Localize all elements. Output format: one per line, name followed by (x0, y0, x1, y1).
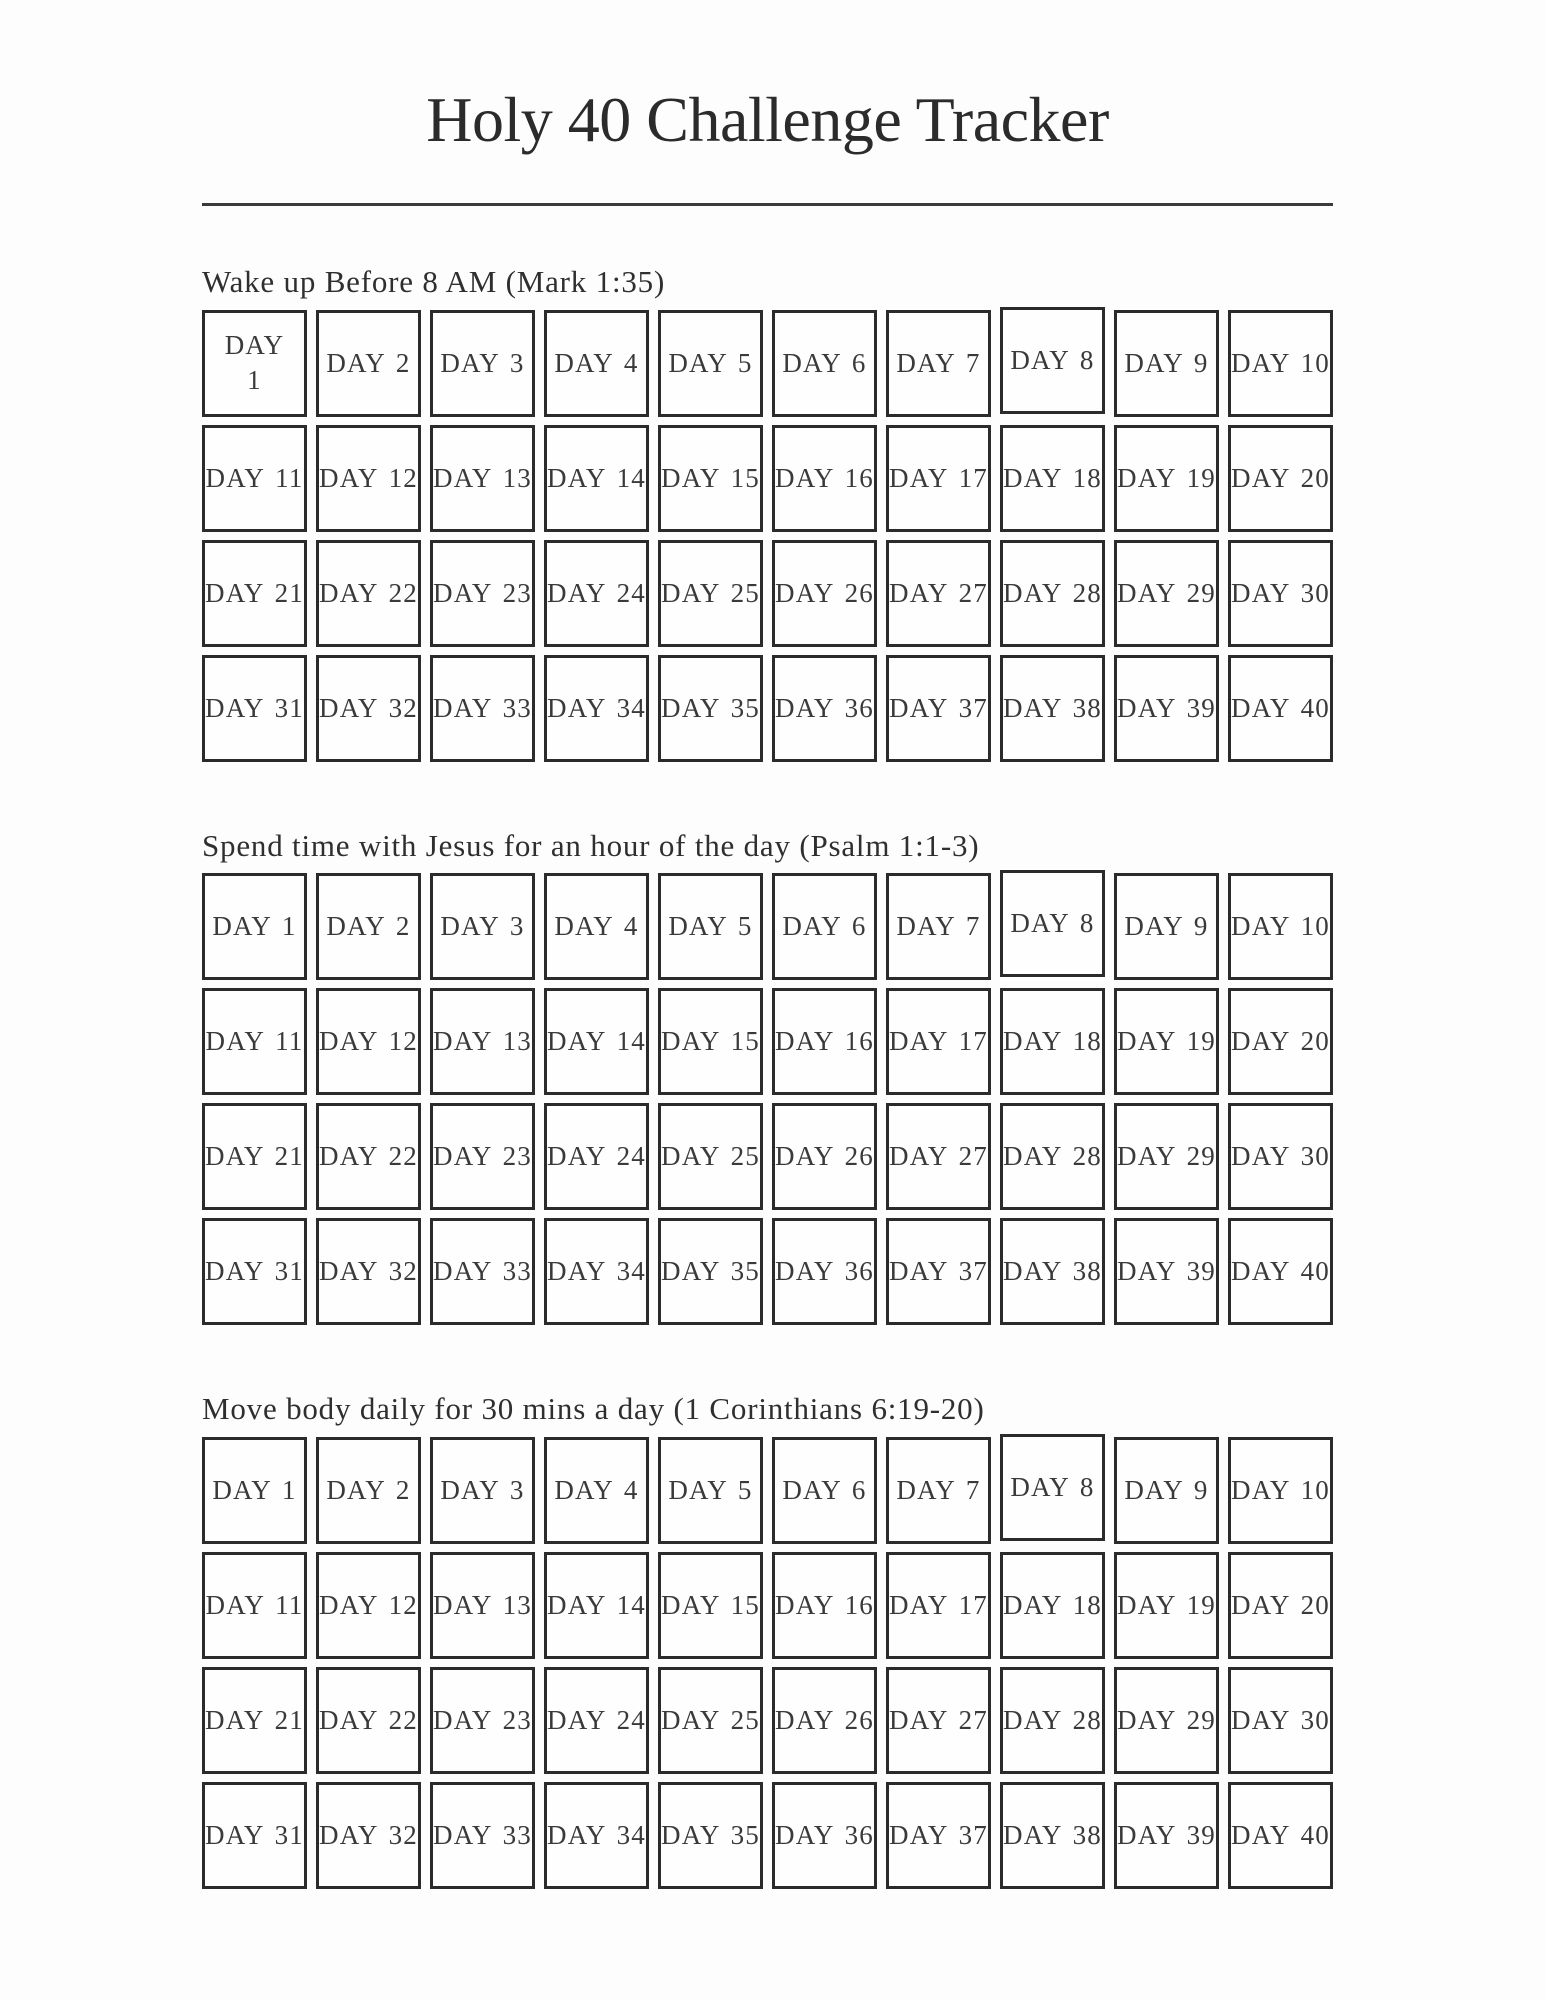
day-cell-label: DAY 22 (319, 577, 418, 608)
day-cell-label: DAY 40 (1231, 1256, 1330, 1287)
day-cell (772, 425, 877, 532)
day-cell-label: DAY 1 (212, 1475, 297, 1506)
day-cell (658, 1782, 763, 1889)
day-cell (1114, 1103, 1219, 1210)
day-cell-label: DAY 14 (547, 1026, 646, 1057)
day-cell-label: DAY 15 (661, 1590, 760, 1621)
day-cell-label: DAY 5 (668, 1475, 753, 1506)
day-cell (1000, 307, 1105, 414)
day-cell-label: DAY 13 (433, 1026, 532, 1057)
day-cell (316, 1218, 421, 1325)
day-cell (772, 1782, 877, 1889)
day-cell-label: DAY 15 (661, 462, 760, 493)
day-cell (316, 310, 421, 417)
day-cell (430, 1782, 535, 1889)
day-cell-label: DAY 22 (319, 1705, 418, 1736)
day-cell-label: DAY 33 (433, 692, 532, 723)
day-cell-label: DAY 39 (1117, 1256, 1216, 1287)
day-cell-label: DAY 18 (1003, 462, 1102, 493)
day-cell (202, 1437, 307, 1544)
day-cell (1000, 1782, 1105, 1889)
day-cell-label: DAY 23 (433, 577, 532, 608)
day-cell-label: DAY 17 (889, 462, 988, 493)
day-cell-label: DAY 30 (1231, 1141, 1330, 1172)
day-cell (1000, 1103, 1105, 1210)
day-cell (202, 1782, 307, 1889)
day-cell-label: DAY 24 (547, 1705, 646, 1736)
day-cell-label: DAY 21 (205, 1141, 304, 1172)
day-grid (202, 873, 1333, 1325)
challenge-section (202, 1391, 1333, 1889)
day-cell (430, 1103, 535, 1210)
day-cell (886, 1552, 991, 1659)
day-cell-label: DAY 24 (547, 577, 646, 608)
day-cell (772, 1103, 877, 1210)
day-cell (202, 1103, 307, 1210)
day-cell-label: DAY 11 (205, 462, 304, 493)
day-cell (1228, 1782, 1333, 1889)
title-divider (202, 203, 1333, 206)
day-cell (202, 655, 307, 762)
day-cell (544, 540, 649, 647)
day-cell-label: DAY 40 (1231, 1820, 1330, 1851)
day-cell (430, 655, 535, 762)
sections-container (202, 264, 1333, 1889)
day-cell-label: DAY 25 (661, 1141, 760, 1172)
day-cell-label: DAY 16 (775, 1590, 874, 1621)
day-cell-label: DAY 34 (547, 1820, 646, 1851)
day-cell (544, 1667, 649, 1774)
day-cell-label: DAY 28 (1003, 1705, 1102, 1736)
day-cell-label: DAY 26 (775, 1141, 874, 1172)
day-cell (1228, 1103, 1333, 1210)
day-cell (1114, 1437, 1219, 1544)
day-grid (202, 310, 1333, 762)
day-cell (544, 1218, 649, 1325)
day-cell-label: DAY 26 (775, 577, 874, 608)
day-cell-label: DAY 28 (1003, 577, 1102, 608)
day-cell (1228, 988, 1333, 1095)
day-cell (1000, 870, 1105, 977)
day-cell (772, 655, 877, 762)
day-cell (316, 988, 421, 1095)
day-cell (886, 655, 991, 762)
day-cell-label: DAY 10 (1231, 1475, 1330, 1506)
day-cell (772, 1437, 877, 1544)
day-cell-label: DAY 18 (1003, 1026, 1102, 1057)
day-cell (886, 1103, 991, 1210)
day-cell (1000, 655, 1105, 762)
day-cell (430, 988, 535, 1095)
day-cell (544, 988, 649, 1095)
day-cell-label: DAY 8 (1010, 908, 1095, 939)
day-cell (772, 1552, 877, 1659)
day-cell-label: DAY 9 (1124, 1475, 1209, 1506)
day-cell (430, 1218, 535, 1325)
day-cell (316, 540, 421, 647)
section-label: Wake up Before 8 AM (Mark 1:35) (202, 264, 666, 300)
day-cell-label: DAY 35 (661, 1256, 760, 1287)
day-cell-label: DAY 19 (1117, 462, 1216, 493)
day-cell (202, 988, 307, 1095)
day-cell-label: DAY 16 (775, 1026, 874, 1057)
day-cell-label: DAY 37 (889, 692, 988, 723)
day-cell-label: DAY 33 (433, 1820, 532, 1851)
day-cell-label: DAY 32 (319, 1820, 418, 1851)
day-cell-label: DAY 12 (319, 1026, 418, 1057)
day-cell (544, 310, 649, 417)
day-cell (544, 1437, 649, 1544)
day-cell (658, 655, 763, 762)
day-cell (430, 1667, 535, 1774)
day-cell-label: DAY 2 (326, 911, 411, 942)
day-cell (202, 540, 307, 647)
day-cell-label: DAY 21 (205, 1705, 304, 1736)
day-cell-label: DAY 29 (1117, 1705, 1216, 1736)
day-cell-label: DAY 16 (775, 462, 874, 493)
day-cell (316, 1782, 421, 1889)
day-cell (316, 1552, 421, 1659)
day-cell (430, 425, 535, 532)
day-cell-label: DAY 10 (1231, 347, 1330, 378)
day-cell (1114, 540, 1219, 647)
day-cell (1114, 1667, 1219, 1774)
day-cell-label: DAY 32 (319, 1256, 418, 1287)
day-cell (1000, 1218, 1105, 1325)
day-cell-label: DAY 22 (319, 1141, 418, 1172)
day-cell-label: DAY 25 (661, 577, 760, 608)
day-cell-label: DAY 35 (661, 692, 760, 723)
day-cell-label: DAY 19 (1117, 1026, 1216, 1057)
day-cell-label: DAY 2 (326, 1475, 411, 1506)
day-cell-label: DAY 27 (889, 1141, 988, 1172)
day-cell-label: DAY 1 (212, 911, 297, 942)
day-cell (430, 1437, 535, 1544)
day-cell (1000, 1552, 1105, 1659)
day-cell (544, 425, 649, 532)
day-cell-label: DAY 32 (319, 692, 418, 723)
day-cell (886, 310, 991, 417)
day-cell (202, 1667, 307, 1774)
day-cell (772, 873, 877, 980)
day-cell (202, 1552, 307, 1659)
day-cell-label: DAY 24 (547, 1141, 646, 1172)
day-cell (202, 1218, 307, 1325)
day-cell-label: DAY 9 (1124, 911, 1209, 942)
day-cell (658, 873, 763, 980)
day-cell-label: DAY 38 (1003, 1256, 1102, 1287)
day-cell (1000, 425, 1105, 532)
day-cell (1228, 873, 1333, 980)
day-cell-label: DAY 4 (554, 347, 639, 378)
day-cell-label: DAY 7 (896, 911, 981, 942)
challenge-section (202, 828, 1333, 1326)
day-cell (886, 1667, 991, 1774)
day-cell (202, 873, 307, 980)
day-cell-label: DAY 23 (433, 1705, 532, 1736)
day-cell-label: DAY 23 (433, 1141, 532, 1172)
day-cell (544, 1103, 649, 1210)
day-cell-label: DAY 34 (547, 692, 646, 723)
day-cell-label: DAY 4 (554, 911, 639, 942)
day-cell-label: DAY 10 (1231, 911, 1330, 942)
day-cell-label: DAY 14 (547, 462, 646, 493)
day-cell-label: DAY 30 (1231, 577, 1330, 608)
day-cell-label: DAY 38 (1003, 692, 1102, 723)
day-cell-label: DAY 12 (319, 462, 418, 493)
day-cell (544, 1552, 649, 1659)
day-cell (1114, 310, 1219, 417)
day-cell-label: DAY 37 (889, 1256, 988, 1287)
day-cell (886, 873, 991, 980)
day-cell-label: DAY 39 (1117, 692, 1216, 723)
day-cell-label: DAY 11 (205, 1026, 304, 1057)
day-cell (544, 1782, 649, 1889)
day-cell-label: DAY 35 (661, 1820, 760, 1851)
day-cell (316, 655, 421, 762)
day-cell (1000, 1434, 1105, 1541)
day-cell-label: DAY 12 (319, 1590, 418, 1621)
day-cell (544, 655, 649, 762)
day-cell (430, 1552, 535, 1659)
day-cell-label: DAY 15 (661, 1026, 760, 1057)
day-cell-label: DAY 27 (889, 1705, 988, 1736)
day-cell (886, 1218, 991, 1325)
day-cell-label: DAY 7 (896, 347, 981, 378)
day-cell (1228, 425, 1333, 532)
day-cell-label: DAY 1 (224, 330, 285, 396)
day-cell-label: DAY 40 (1231, 692, 1330, 723)
day-cell (658, 425, 763, 532)
day-cell-label: DAY 6 (782, 1475, 867, 1506)
day-cell (1228, 540, 1333, 647)
day-cell-label: DAY 3 (440, 1475, 525, 1506)
day-cell (886, 425, 991, 532)
day-cell-label: DAY 36 (775, 1256, 874, 1287)
section-label: Spend time with Jesus for an hour of the day (Psalm 1:1-3) (202, 827, 980, 863)
day-cell-label: DAY 20 (1231, 462, 1330, 493)
day-cell (316, 873, 421, 980)
day-cell (316, 425, 421, 532)
day-cell-label: DAY 14 (547, 1590, 646, 1621)
day-cell (658, 540, 763, 647)
day-cell-label: DAY 8 (1010, 1472, 1095, 1503)
day-cell (1114, 1218, 1219, 1325)
day-cell-label: DAY 13 (433, 462, 532, 493)
day-cell-label: DAY 38 (1003, 1820, 1102, 1851)
day-cell (1228, 655, 1333, 762)
day-cell-label: DAY 30 (1231, 1705, 1330, 1736)
day-cell (1114, 655, 1219, 762)
day-cell-label: DAY 18 (1003, 1590, 1102, 1621)
day-cell-label: DAY 36 (775, 1820, 874, 1851)
day-cell-label: DAY 19 (1117, 1590, 1216, 1621)
day-cell-label: DAY 33 (433, 1256, 532, 1287)
day-cell-label: DAY 28 (1003, 1141, 1102, 1172)
day-cell (1228, 1218, 1333, 1325)
day-cell (772, 988, 877, 1095)
day-grid (202, 1437, 1333, 1889)
day-cell-label: DAY 6 (782, 911, 867, 942)
day-cell (658, 1103, 763, 1210)
day-cell-label: DAY 37 (889, 1820, 988, 1851)
tracker-page (202, 0, 1333, 1889)
day-cell (658, 1552, 763, 1659)
day-cell-label: DAY 4 (554, 1475, 639, 1506)
day-cell (1000, 540, 1105, 647)
day-cell-label: DAY 36 (775, 692, 874, 723)
day-cell-label: DAY 31 (205, 1256, 304, 1287)
day-cell-label: DAY 3 (440, 347, 525, 378)
day-cell (316, 1667, 421, 1774)
day-cell (886, 988, 991, 1095)
day-cell (316, 1437, 421, 1544)
day-cell (1114, 1782, 1219, 1889)
day-cell (1228, 1552, 1333, 1659)
day-cell (430, 540, 535, 647)
day-cell (1228, 1667, 1333, 1774)
day-cell-label: DAY 8 (1010, 344, 1095, 375)
day-cell-label: DAY 26 (775, 1705, 874, 1736)
day-cell-label: DAY 34 (547, 1256, 646, 1287)
day-cell (886, 540, 991, 647)
day-cell-label: DAY 17 (889, 1026, 988, 1057)
day-cell (658, 1437, 763, 1544)
day-cell (1114, 425, 1219, 532)
day-cell-label: DAY 6 (782, 347, 867, 378)
day-cell-label: DAY 31 (205, 692, 304, 723)
day-cell-label: DAY 31 (205, 1820, 304, 1851)
day-cell-label: DAY 5 (668, 911, 753, 942)
day-cell (658, 1667, 763, 1774)
day-cell-label: DAY 25 (661, 1705, 760, 1736)
page-title: Holy 40 Challenge Tracker (426, 84, 1109, 155)
challenge-section (202, 264, 1333, 762)
day-cell (1114, 873, 1219, 980)
day-cell (772, 1667, 877, 1774)
day-cell-label: DAY 9 (1124, 347, 1209, 378)
day-cell-label: DAY 20 (1231, 1026, 1330, 1057)
day-cell (1228, 1437, 1333, 1544)
day-cell (772, 540, 877, 647)
day-cell (316, 1103, 421, 1210)
day-cell-label: DAY 39 (1117, 1820, 1216, 1851)
day-cell (658, 1218, 763, 1325)
day-cell-label: DAY 17 (889, 1590, 988, 1621)
day-cell (1114, 1552, 1219, 1659)
day-cell (1000, 988, 1105, 1095)
section-label: Move body daily for 30 mins a day (1 Corinthians 6:19-20) (202, 1391, 985, 1427)
day-cell (886, 1782, 991, 1889)
day-cell-label: DAY 27 (889, 577, 988, 608)
day-cell (772, 310, 877, 417)
day-cell (202, 425, 307, 532)
day-cell-label: DAY 3 (440, 911, 525, 942)
day-cell (886, 1437, 991, 1544)
day-cell-label: DAY 20 (1231, 1590, 1330, 1621)
day-cell-label: DAY 11 (205, 1590, 304, 1621)
day-cell-label: DAY 29 (1117, 1141, 1216, 1172)
day-cell (772, 1218, 877, 1325)
day-cell-label: DAY 29 (1117, 577, 1216, 608)
day-cell (544, 873, 649, 980)
day-cell-label: DAY 5 (668, 347, 753, 378)
day-cell (430, 310, 535, 417)
day-cell (1114, 988, 1219, 1095)
day-cell-label: DAY 2 (326, 347, 411, 378)
day-cell (430, 873, 535, 980)
day-cell (658, 310, 763, 417)
day-cell (1228, 310, 1333, 417)
day-cell (202, 310, 307, 417)
day-cell-label: DAY 21 (205, 577, 304, 608)
day-cell (1000, 1667, 1105, 1774)
day-cell (658, 988, 763, 1095)
day-cell-label: DAY 13 (433, 1590, 532, 1621)
day-cell-label: DAY 7 (896, 1475, 981, 1506)
